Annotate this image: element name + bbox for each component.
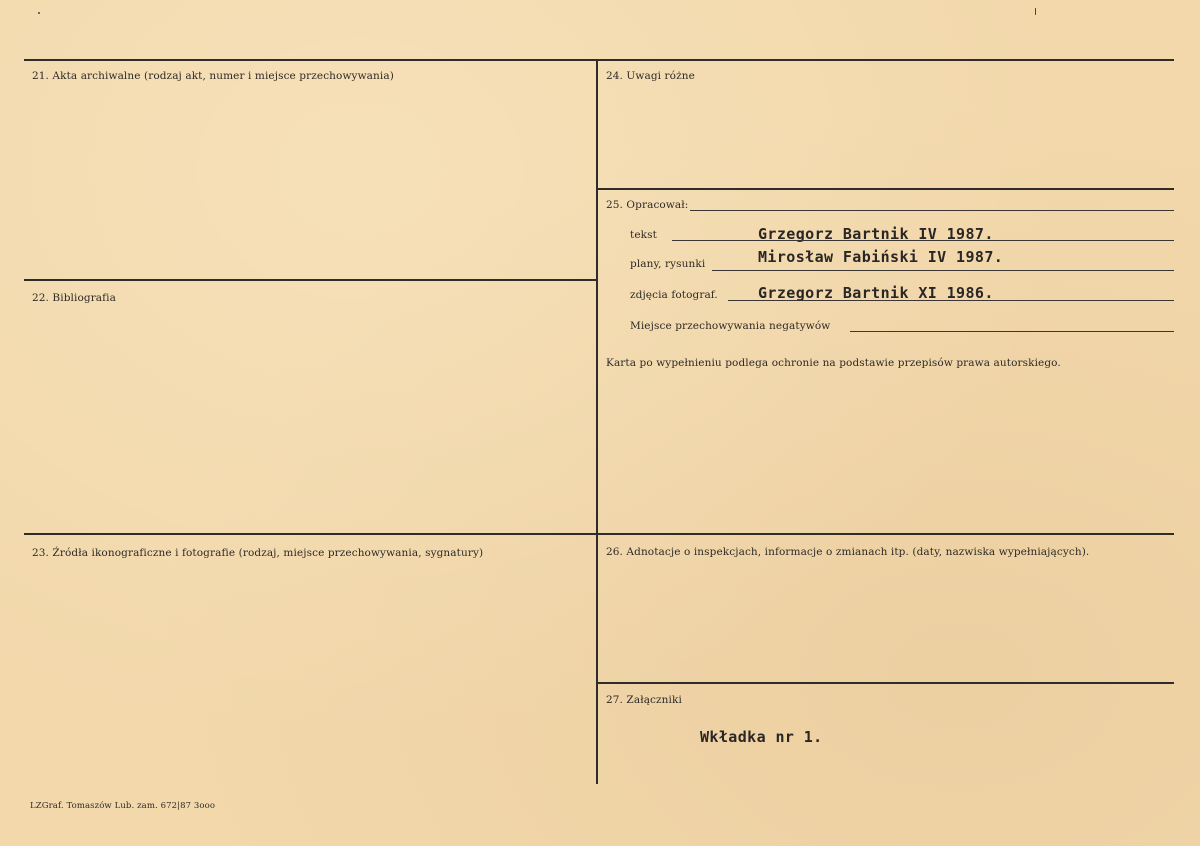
row-negatywy-label: Miejsce przechowywania negatywów [630,320,831,332]
top-rule [24,59,1174,61]
row-plany-value: Mirosław Fabiński IV 1987. [758,248,1004,266]
row-tekst-label: tekst [630,229,657,241]
row-plany-label: plany, rysunki [630,258,706,270]
rule-24-25 [597,188,1174,190]
section-27-label: 27. Załączniki [606,694,682,706]
copyright-note: Karta po wypełnieniu podlega ochronie na podstawie przepisów prawa autorskiego. [606,357,1061,369]
rule-26-27 [597,682,1174,684]
line-negatywy [850,331,1174,332]
section-22-label: 22. Bibliografia [32,292,116,304]
rule-22-23 [24,533,597,535]
section-24-label: 24. Uwagi różne [606,70,695,82]
rule-21-22 [24,279,597,281]
column-divider [596,59,598,784]
section-25-label: 25. Opracował: [606,199,689,211]
section-21-label: 21. Akta archiwalne (rodzaj akt, numer i miejsce przechowywania) [32,70,394,82]
section-26-label: 26. Adnotacje o inspekcjach, informacje o zmianach itp. (daty, nazwiska wypełniających). [606,546,1090,558]
line-tekst [672,240,1174,241]
row-zdjecia-value: Grzegorz Bartnik XI 1986. [758,284,994,302]
line-plany [712,270,1174,271]
line-opracowal [690,210,1174,211]
printer-imprint: LZGraf. Tomaszów Lub. zam. 672|87 3ooo [30,801,216,811]
line-zdjecia [728,300,1174,301]
paper-speck [38,12,40,14]
rule-25-26 [597,533,1174,535]
section-23-label: 23. Źródła ikonograficzne i fotografie (rodzaj, miejsce przechowywania, sygnatury) [32,547,484,559]
row-zdjecia-label: zdjęcia fotograf. [630,289,718,301]
paper-speck [1035,8,1036,15]
row-tekst-value: Grzegorz Bartnik IV 1987. [758,225,994,243]
section-27-value: Wkładka nr 1. [700,728,823,746]
